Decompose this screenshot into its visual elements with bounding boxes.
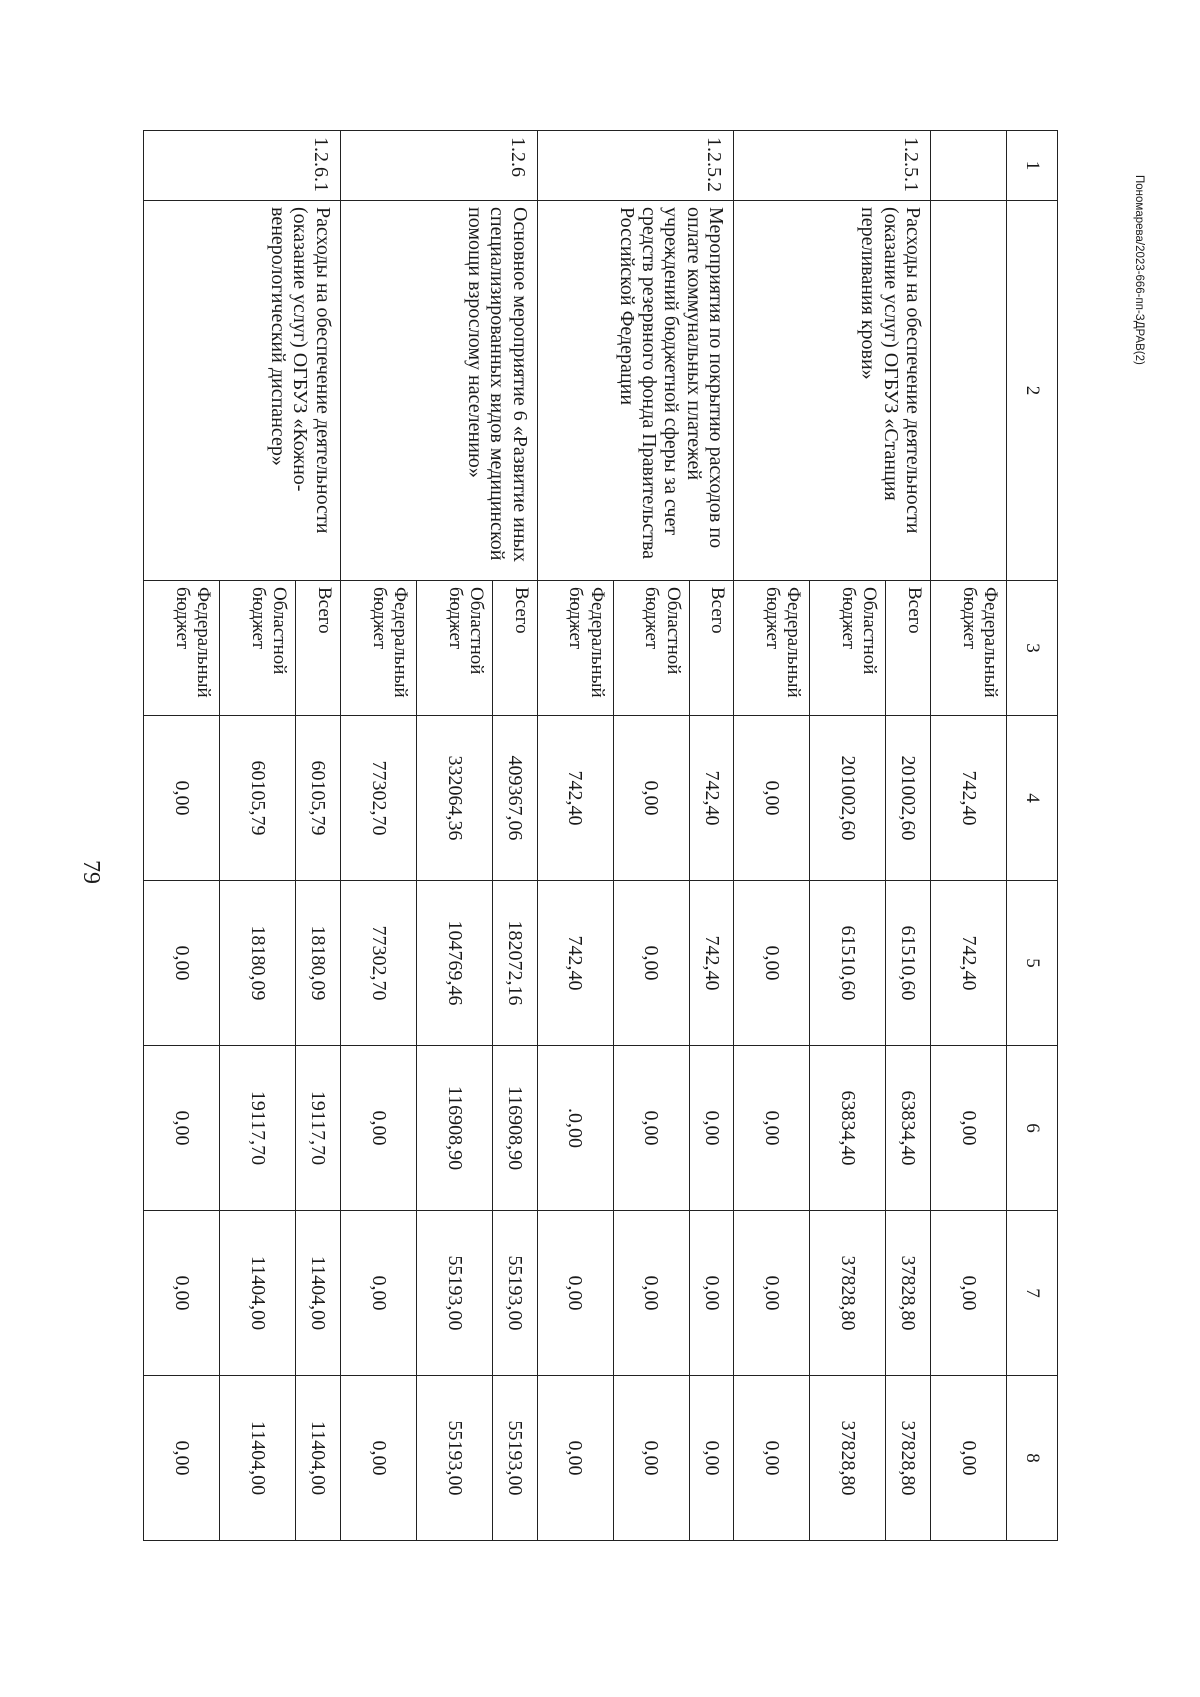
value-cell: .0,00 [537, 1046, 613, 1211]
column-header: 6 [1007, 1046, 1058, 1211]
name-cell: Мероприятия по покрытию расходов по оплате коммунальных платежей учреждений бюджетной сферы за счет средств резервного фонда Правительства Российской Федерации [537, 201, 734, 581]
value-cell: 0,00 [144, 1211, 220, 1376]
value-cell: 0,00 [340, 1211, 416, 1376]
value-cell: 0,00 [613, 1211, 689, 1376]
funding-source-cell: Всего [492, 581, 537, 716]
value-cell: 0,00 [613, 716, 689, 881]
name-cell [930, 201, 1006, 581]
value-cell: 11404,00 [220, 1376, 296, 1541]
value-cell: 742,40 [930, 881, 1006, 1046]
value-cell: 0,00 [689, 1211, 734, 1376]
value-cell: 0,00 [930, 1046, 1006, 1211]
value-cell: 0,00 [734, 1376, 810, 1541]
value-cell: 0,00 [689, 1046, 734, 1211]
funding-source-cell: Федеральный бюджет [930, 581, 1006, 716]
value-cell: 63834,40 [886, 1046, 931, 1211]
value-cell: 742,40 [930, 716, 1006, 881]
name-cell: Основное мероприятие 6 «Развитие иных специализированных видов медицинской помощи взрослому населению» [340, 201, 537, 581]
code-cell [930, 131, 1006, 201]
funding-source-cell: Всего [296, 581, 341, 716]
value-cell: 11404,00 [296, 1376, 341, 1541]
value-cell: 0,00 [734, 1046, 810, 1211]
value-cell: 77302,70 [340, 716, 416, 881]
value-cell: 0,00 [734, 1211, 810, 1376]
column-header: 4 [1007, 716, 1058, 881]
value-cell: 742,40 [537, 716, 613, 881]
code-cell: 1.2.5.1 [734, 131, 931, 201]
value-cell: 55193,00 [492, 1211, 537, 1376]
value-cell: 0,00 [689, 1376, 734, 1541]
name-cell: Расходы на обеспечение деятельности (оказание услуг) ОГБУЗ «Кожно-венерологический диспансер» [144, 201, 341, 581]
table-row [492, 131, 537, 1541]
value-cell: 201002,60 [810, 716, 886, 881]
document-code: Пономарева/2023-666-пп-ЗДРАВ(2) [1133, 175, 1145, 365]
value-cell: 0,00 [144, 1046, 220, 1211]
value-cell: 37828,80 [886, 1376, 931, 1541]
funding-source-cell: Всего [886, 581, 931, 716]
value-cell: 104769,46 [416, 881, 492, 1046]
value-cell: 55193,00 [492, 1376, 537, 1541]
funding-source-cell: Федеральный бюджет [734, 581, 810, 716]
code-cell: 1.2.5.2 [537, 131, 734, 201]
value-cell: 0,00 [734, 716, 810, 881]
value-cell: 37828,80 [886, 1211, 931, 1376]
budget-table-container [143, 130, 1058, 1540]
funding-source-cell: Федеральный бюджет [340, 581, 416, 716]
table-row [886, 131, 931, 1541]
table-row [296, 131, 341, 1541]
value-cell: 409367,06 [492, 716, 537, 881]
page-number: 79 [78, 860, 104, 884]
value-cell: 0,00 [537, 1376, 613, 1541]
table-row [930, 131, 1006, 1541]
value-cell: 0,00 [144, 1376, 220, 1541]
value-cell: 116908,90 [492, 1046, 537, 1211]
value-cell: 201002,60 [886, 716, 931, 881]
value-cell: 0,00 [340, 1376, 416, 1541]
value-cell: 332064,36 [416, 716, 492, 881]
value-cell: 77302,70 [340, 881, 416, 1046]
value-cell: 55193,00 [416, 1211, 492, 1376]
funding-source-cell: Федеральный бюджет [537, 581, 613, 716]
value-cell: 0,00 [144, 881, 220, 1046]
column-header: 3 [1007, 581, 1058, 716]
funding-source-cell: Областной бюджет [416, 581, 492, 716]
value-cell: 742,40 [537, 881, 613, 1046]
value-cell: 742,40 [689, 716, 734, 881]
column-header: 8 [1007, 1376, 1058, 1541]
value-cell: 742,40 [689, 881, 734, 1046]
value-cell: 0,00 [340, 1046, 416, 1211]
value-cell: 0,00 [930, 1211, 1006, 1376]
value-cell: 11404,00 [296, 1211, 341, 1376]
value-cell: 0,00 [537, 1211, 613, 1376]
column-header: 2 [1007, 201, 1058, 581]
name-cell: Расходы на обеспечение деятельности (оказание услуг) ОГБУЗ «Станция переливания крови» [734, 201, 931, 581]
value-cell: 55193,00 [416, 1376, 492, 1541]
value-cell: 19117,70 [296, 1046, 341, 1211]
value-cell: 61510,60 [886, 881, 931, 1046]
value-cell: 60105,79 [220, 716, 296, 881]
code-cell: 1.2.6.1 [144, 131, 341, 201]
column-header: 1 [1007, 131, 1058, 201]
budget-table [143, 130, 1058, 1541]
value-cell: 18180,09 [220, 881, 296, 1046]
funding-source-cell: Областной бюджет [220, 581, 296, 716]
column-header: 5 [1007, 881, 1058, 1046]
funding-source-cell: Федеральный бюджет [144, 581, 220, 716]
code-cell: 1.2.6 [340, 131, 537, 201]
value-cell: 61510,60 [810, 881, 886, 1046]
value-cell: 0,00 [930, 1376, 1006, 1541]
column-header: 7 [1007, 1211, 1058, 1376]
value-cell: 63834,40 [810, 1046, 886, 1211]
value-cell: 11404,00 [220, 1211, 296, 1376]
value-cell: 18180,09 [296, 881, 341, 1046]
table-row [689, 131, 734, 1541]
funding-source-cell: Областной бюджет [613, 581, 689, 716]
value-cell: 0,00 [613, 881, 689, 1046]
value-cell: 37828,80 [810, 1376, 886, 1541]
value-cell: 0,00 [613, 1376, 689, 1541]
value-cell: 0,00 [613, 1046, 689, 1211]
value-cell: 37828,80 [810, 1211, 886, 1376]
value-cell: 0,00 [144, 716, 220, 881]
value-cell: 60105,79 [296, 716, 341, 881]
value-cell: 116908,90 [416, 1046, 492, 1211]
header-row [1007, 131, 1058, 1541]
funding-source-cell: Всего [689, 581, 734, 716]
funding-source-cell: Областной бюджет [810, 581, 886, 716]
value-cell: 182072,16 [492, 881, 537, 1046]
value-cell: 0,00 [734, 881, 810, 1046]
value-cell: 19117,70 [220, 1046, 296, 1211]
